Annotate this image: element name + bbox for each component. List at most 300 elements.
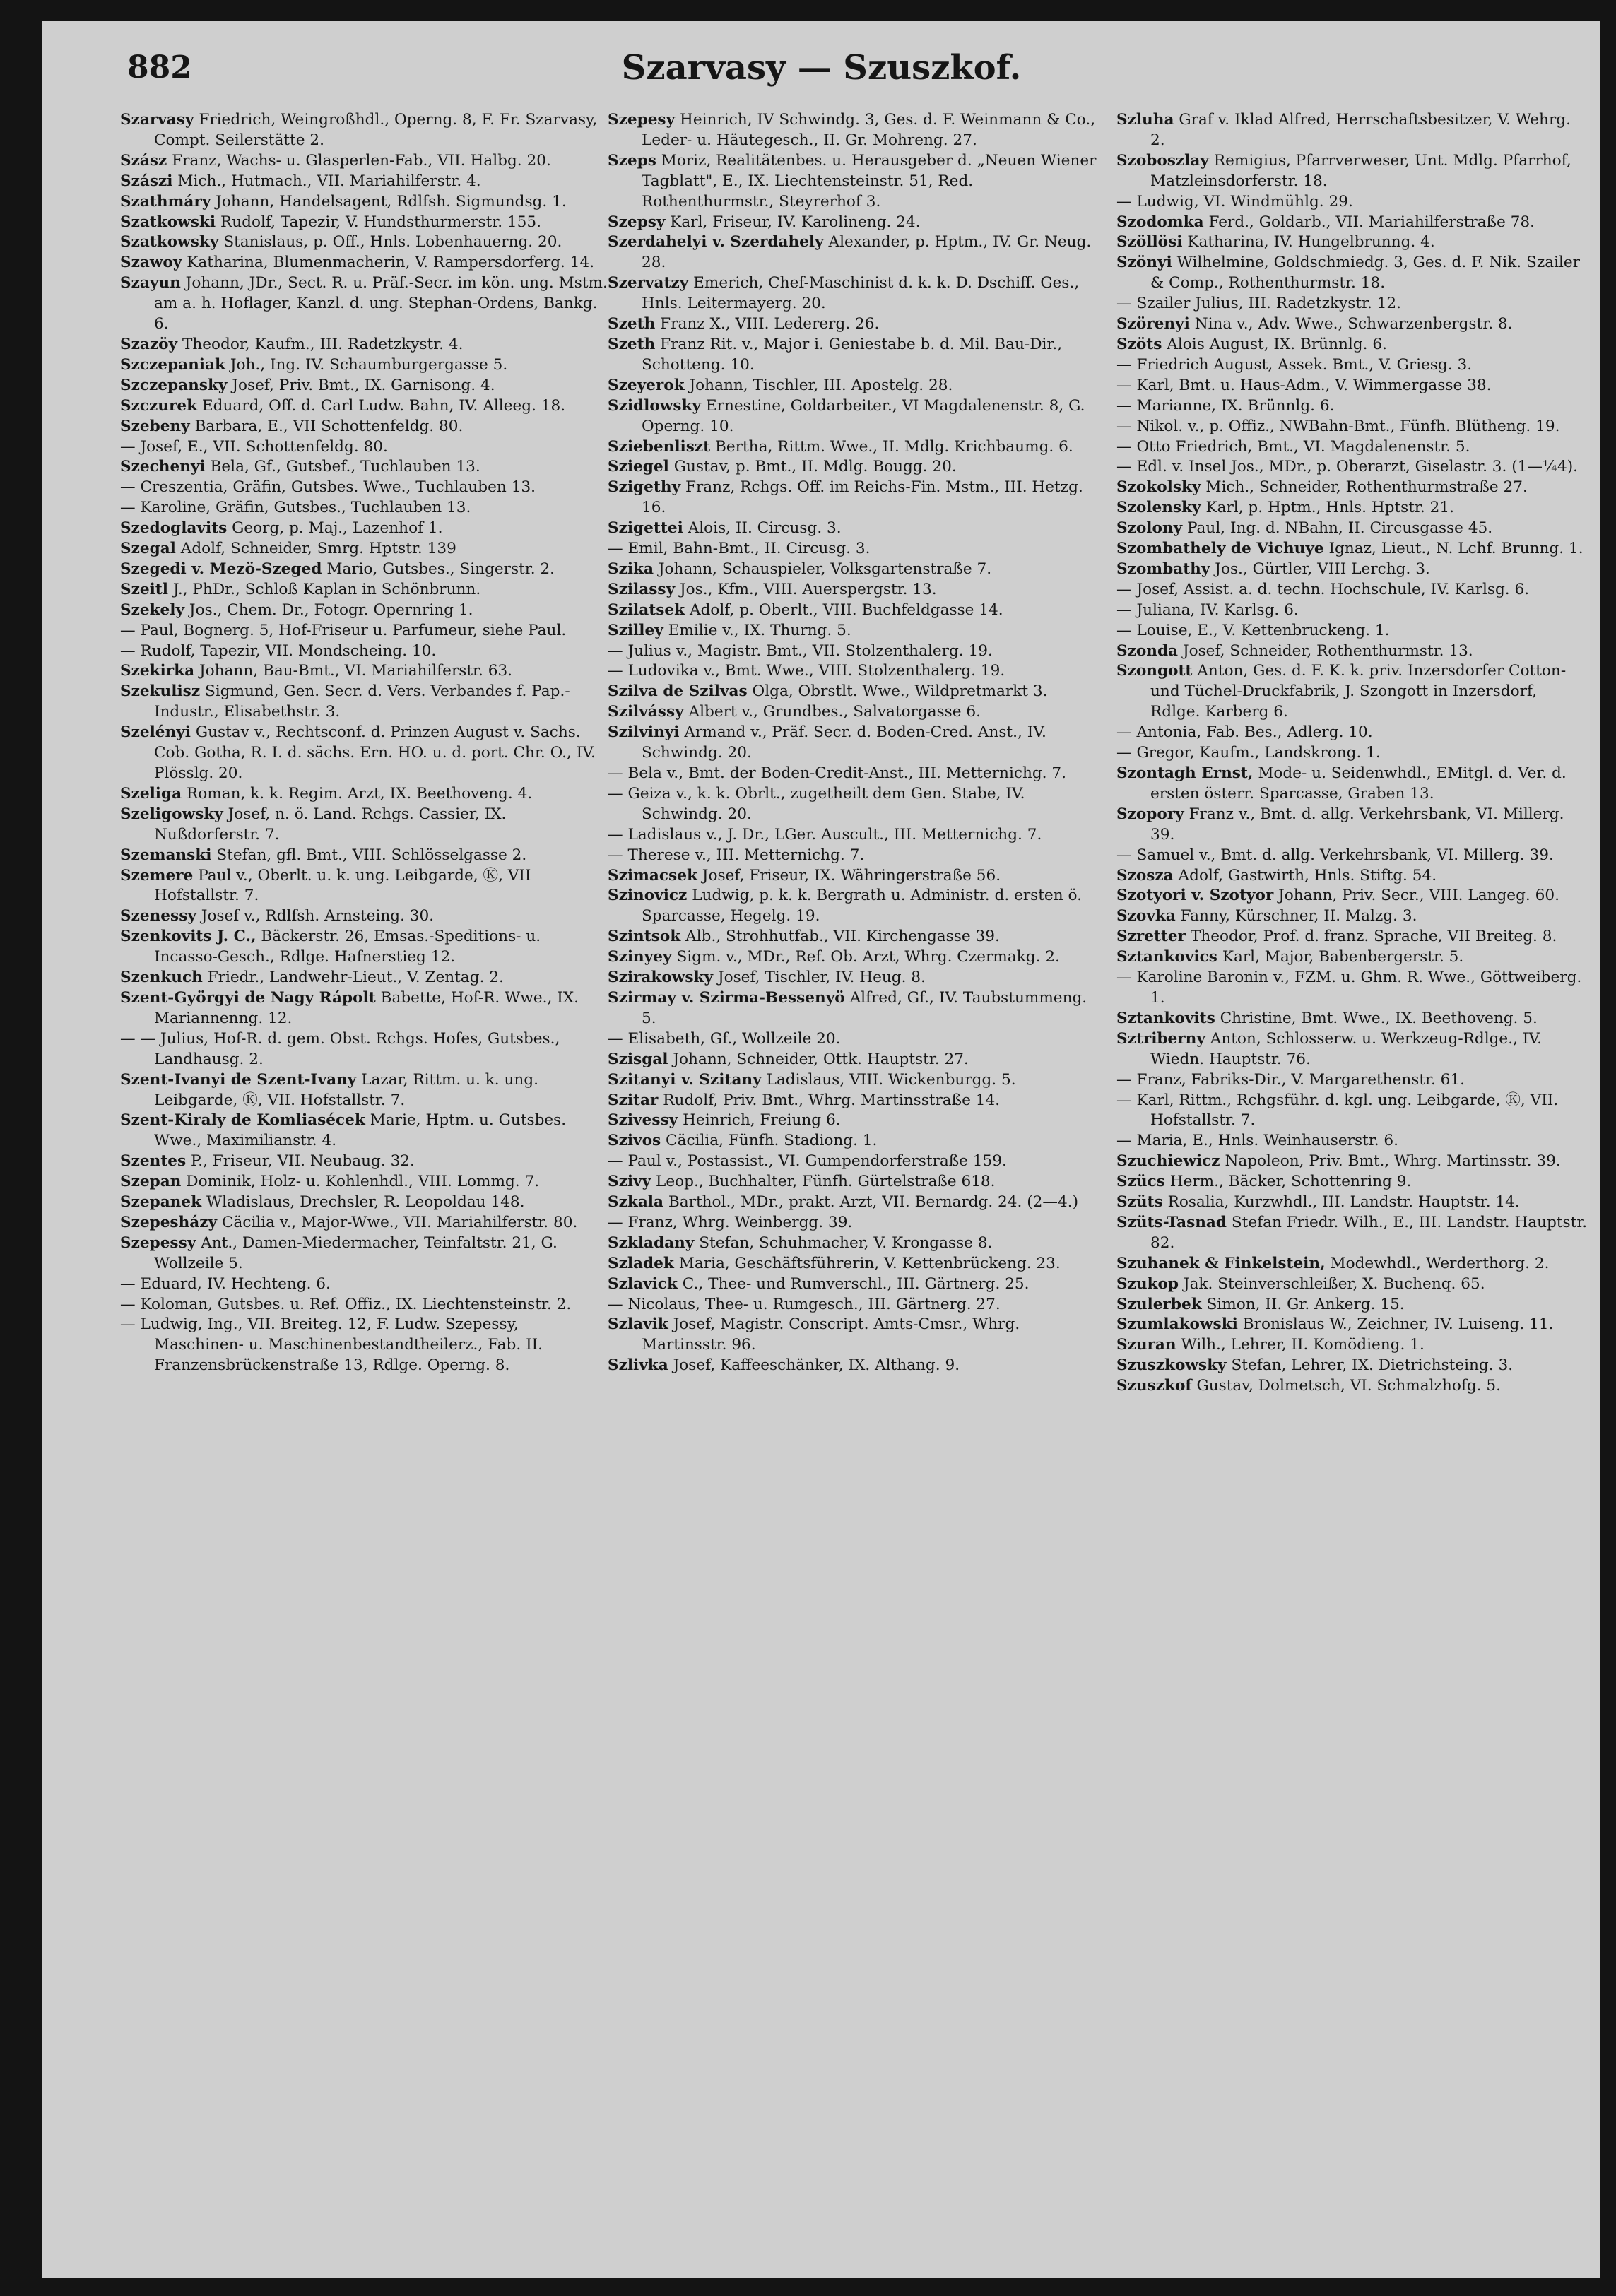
entry-name: Szluha [1116,111,1174,129]
directory-entry [120,376,608,396]
entry-text: Wilh., Lehrer, II. Komödieng. 1. [1181,1336,1425,1354]
directory-entry [1116,519,1590,539]
entry-text: — Josef, E., VII. Schottenfeldg. 80. [120,437,388,456]
directory-entry [120,805,608,846]
directory-entry [1116,886,1590,906]
entry-text: — Nikol. v., p. Offiz., NWBahn-Bmt., Fünfh. Blütheng. 19. [1116,417,1560,435]
entry-name: Szöllösi [1116,233,1183,252]
entry-text: Stefan, Schuhmacher, V. Krongasse 8. [699,1233,993,1252]
entry-name: Szlavick [608,1274,678,1293]
directory-entry [1116,294,1590,314]
directory-entry [1116,621,1590,641]
entry-name: Szemanski [120,846,212,864]
entry-text: — Bela v., Bmt. der Boden-Credit-Anst., III. Metternichg. 7. [608,764,1067,782]
directory-entry [1116,1152,1590,1172]
entry-text: Johann, Handelsagent, Rdlfsh. Sigmundsg. 1. [216,192,567,211]
entry-text: Adolf, p. Oberlt., VIII. Buchfeldgasse 14. [689,600,1003,619]
entry-text: Anton, Schlosserw. u. Werkzeug-Rdlge., IV. Wiedn. Hauptstr. 76. [1150,1029,1543,1068]
entry-name: Szelényi [120,723,191,742]
entry-text: Heinrich, Freiung 6. [683,1111,841,1130]
directory-entry [120,539,608,560]
directory-entry [1116,1131,1590,1152]
entry-text: Graf v. Iklad Alfred, Herrschaftsbesitzer, V. Wehrg. 2. [1150,111,1571,149]
entry-name: Szladek [608,1254,674,1272]
entry-text: Karl, p. Hptm., Hnls. Hptstr. 21. [1205,499,1454,517]
directory-entry [1116,947,1590,968]
directory-entry [608,723,1102,764]
directory-entry [1116,1315,1590,1335]
entry-text: Alb., Strohhutfab., VII. Kirchengasse 39. [685,928,1000,946]
entry-text: J., PhDr., Schloß Kaplan in Schönbrunn. [172,580,481,598]
entry-name: Szczurek [120,396,198,415]
entry-text: Gustav, p. Bmt., II. Mdlg. Bougg. 20. [673,458,957,476]
entry-text: — Julius v., Magistr. Bmt., VII. Stolzenthalerg. 19. [608,641,993,660]
entry-text: — Szailer Julius, III. Radetzkystr. 12. [1116,295,1402,313]
directory-entry [608,1274,1102,1295]
entry-text: — Eduard, IV. Hechteng. 6. [120,1274,331,1293]
entry-text: Josef, Schneider, Rothenthurmstr. 13. [1182,641,1473,660]
entry-text: — Otto Friedrich, Bmt., VI. Magdalenenstr. 5. [1116,437,1470,456]
entry-text: Ernestine, Goldarbeiter., VI Magdalenenstr. 8, G. Operng. 10. [642,396,1085,435]
entry-text: Eduard, Off. d. Carl Ludw. Bahn, IV. Alleeg. 18. [201,396,566,415]
directory-entry [1116,1335,1590,1356]
entry-text: Napoleon, Priv. Bmt., Whrg. Martinsstr. 39. [1225,1152,1561,1171]
entry-text: — — Julius, Hof-R. d. gem. Obst. Rchgs. Hofes, Gutsbes., Landhausg. 2. [120,1029,560,1068]
entry-text: — Ladislaus v., J. Dr., LGer. Auscult., III. Metternichg. 7. [608,825,1042,844]
entry-name: Szczepaniak [120,355,225,374]
entry-text: Ladislaus, VIII. Wickenburgg. 5. [766,1070,1016,1089]
directory-entry [608,1050,1102,1070]
entry-name: Szepessy [120,1233,196,1252]
entry-text: Babette, Hof-R. Wwe., IX. Mariannenng. 12. [154,988,579,1027]
entry-name: Szayun [120,274,181,292]
entry-text: Mich., Schneider, Rothenthurmstraße 27. [1205,478,1528,497]
entry-text: Josef, Tischler, IV. Heug. 8. [717,969,926,987]
entry-text: Theodor, Kaufm., III. Radetzkystr. 4. [182,335,464,353]
directory-entry [120,580,608,600]
entry-text: Heinrich, IV Schwindg. 3, Ges. d. F. Weinmann & Co., Leder- u. Häutegesch., II. Gr. Mohreng. 27. [642,111,1096,149]
directory-entry [120,1233,608,1274]
directory-entry [120,927,608,968]
directory-entry [120,273,608,335]
entry-name: Szitanyi v. Szitany [608,1070,762,1089]
entry-text: Johann, Tischler, III. Apostelg. 28. [689,376,953,394]
entry-name: Szilva de Szilvas [608,682,748,701]
entry-text: Alois August, IX. Brünnlg. 6. [1167,335,1387,353]
entry-name: Szathmáry [120,192,211,211]
directory-entry [1116,478,1590,498]
entry-text: Marie, Hptm. u. Gutsbes. Wwe., Maximilianstr. 4. [154,1111,567,1150]
entry-text: — Josef, Assist. a. d. techn. Hochschule, IV. Karlsg. 6. [1116,580,1530,598]
entry-name: Szolensky [1116,499,1201,517]
directory-entry [608,1152,1102,1172]
entry-name: Szczepansky [120,376,228,394]
directory-entry [1116,1193,1590,1213]
column-3 [1116,110,1590,2265]
entry-name: Szumlakowski [1116,1315,1238,1334]
directory-entry [120,621,608,641]
entry-text: Bela, Gf., Gutsbef., Tuchlauben 13. [210,458,480,476]
entry-text: Anton, Ges. d. F. K. k. priv. Inzersdorfer Cotton- und Tüchel-Druckfabrik, J. Szongott in Inzersdorf, Rdlge. Karberg 6. [1150,662,1567,721]
entry-text: Mich., Hutmach., VII. Mariahilferstr. 4. [177,172,481,190]
entry-text: Remigius, Pfarrverweser, Unt. Mdlg. Pfarrhof, Matzleinsdorferstr. 18. [1150,151,1571,190]
directory-entry [608,1213,1102,1233]
entry-name: Szombathy [1116,560,1210,578]
entry-text: Josef, n. ö. Land. Rchgs. Cassier, IX. Nußdorferstr. 7. [154,805,507,844]
entry-name: Szepesy [608,111,676,129]
directory-entry [120,600,608,621]
directory-entry [608,600,1102,621]
entry-text: — Franz, Fabriks-Dir., V. Margarethenstr. 61. [1116,1070,1465,1089]
directory-entry [1116,906,1590,927]
directory-entry [120,192,608,213]
directory-entry [608,232,1102,273]
entry-text: — Emil, Bahn-Bmt., II. Circusg. 3. [608,540,871,558]
entry-text: Johann, Priv. Secr., VIII. Langeg. 60. [1278,887,1559,905]
directory-entry [120,968,608,988]
directory-entry [120,641,608,662]
entry-name: Szonda [1116,641,1179,660]
entry-text: Bäckerstr. 26, Emsas.-Speditions- u. Incasso-Gesch., Rdlge. Hafnerstieg 12. [154,928,541,966]
entry-text: Gustav, Dolmetsch, VI. Schmalzhofg. 5. [1196,1377,1501,1395]
directory-entry [120,723,608,784]
entry-text: Moriz, Realitätenbes. u. Herausgeber d. „Neuen Wiener Tagblatt", E., IX. Liechtensteinstr. 51, Red. Rothenthurmstr., Steyrerhof 3. [642,151,1097,211]
entry-text: Johann, JDr., Sect. R. u. Präf.-Secr. im kön. ung. Mstm. am a. h. Hoflager, Kanzl. d. ung. Stephan-Ordens, Bankg. 6. [154,274,608,333]
directory-entry [1116,1356,1590,1376]
entry-text: — Koloman, Gutsbes. u. Ref. Offiz., IX. Liechtensteinstr. 2. [120,1295,572,1313]
entry-name: Szika [608,560,654,578]
entry-name: Szokolsky [1116,478,1201,497]
entry-name: Szentes [120,1152,187,1171]
entry-name: Szuchiewicz [1116,1152,1220,1171]
entry-text: Ignaz, Lieut., N. Lchf. Brunng. 1. [1328,540,1583,558]
directory-page [42,21,1600,2278]
directory-entry [120,682,608,723]
entry-text: Stefan Friedr. Wilh., E., III. Landstr. Hauptstr. 82. [1150,1213,1588,1252]
directory-entry [608,1070,1102,1091]
entry-name: Szretter [1116,928,1186,946]
entry-name: Szüts [1116,1193,1163,1212]
entry-text: Bertha, Rittm. Wwe., II. Mdlg. Krichbaumg. 6. [715,437,1073,456]
entry-name: Szenessy [120,907,196,925]
entry-name: Szuszkowsky [1116,1356,1227,1375]
entry-name: Szopory [1116,805,1184,823]
entry-name: Szirakowsky [608,969,714,987]
directory-entry [120,110,608,151]
entry-name: Szontagh Ernst, [1116,764,1254,782]
entry-name: Szekulisz [120,682,201,701]
entry-text: — Louise, E., V. Kettenbruckeng. 1. [1116,621,1390,639]
entry-name: Szechenyi [120,458,206,476]
entry-name: Szilley [608,621,663,639]
entry-text: Rudolf, Priv. Bmt., Whrg. Martinsstraße 14. [663,1091,1001,1109]
entry-name: Szerdahelyi v. Szerdahely [608,233,824,252]
entry-text: — Karoline Baronin v., FZM. u. Ghm. R. Wwe., Göttweiberg. 1. [1116,969,1582,1007]
directory-entry [608,1111,1102,1131]
directory-entry [608,437,1102,458]
directory-entry [120,253,608,273]
entry-text: — Ludwig, Ing., VII. Breiteg. 12, F. Ludw. Szepessy, Maschinen- u. Maschinenbestandtheilerz., Fab. II. Franzensbrückenstraße 13, Rdlge. Operng. 8. [120,1315,543,1375]
entry-text: — Nicolaus, Thee- u. Rumgesch., III. Gärtnerg. 27. [608,1295,1001,1313]
directory-entry [1116,253,1590,294]
entry-text: Lazar, Rittm. u. k. ung. Leibgarde, Ⓚ, VII. Hofstallstr. 7. [154,1070,539,1109]
entry-name: Szebeny [120,417,190,435]
entry-text: Jos., Kfm., VIII. Auerspergstr. 13. [680,580,937,598]
directory-entry [1116,192,1590,213]
directory-entry [1116,927,1590,947]
directory-entry [1116,1213,1590,1254]
directory-entry [608,968,1102,988]
entry-text: — Ludwig, VI. Windmühlg. 29. [1116,192,1353,211]
directory-entry [1116,417,1590,437]
directory-entry [120,232,608,253]
entry-name: Szatkowski [120,213,216,231]
directory-entry [608,1254,1102,1274]
entry-text: — Marianne, IX. Brünnlg. 6. [1116,396,1335,415]
entry-name: Szkladany [608,1233,695,1252]
entry-text: Johann, Bau-Bmt., VI. Mariahilferstr. 63. [199,662,513,680]
entry-name: Szeth [608,335,656,353]
entry-text: Alexander, p. Hptm., IV. Gr. Neug. 28. [642,233,1092,272]
directory-entry [608,478,1102,519]
directory-entry [608,764,1102,784]
entry-name: Szemere [120,866,194,884]
entry-text: Stefan, Lehrer, IX. Dietrichsteing. 3. [1231,1356,1514,1375]
directory-entry [120,457,608,478]
directory-entry [120,151,608,172]
directory-entry [608,110,1102,151]
directory-entry [120,1274,608,1295]
directory-entry [120,1029,608,1070]
entry-name: Szenkovits J. C., [120,928,256,946]
entry-name: Szinyey [608,948,672,966]
directory-entry [608,886,1102,927]
entry-text: — Gregor, Kaufm., Landskrong. 1. [1116,744,1381,762]
directory-entry [608,641,1102,662]
entry-text: Wladislaus, Drechsler, R. Leopoldau 148. [206,1193,525,1212]
entry-name: Szekely [120,600,185,619]
entry-name: Szeth [608,315,656,333]
entry-text: — Ludovika v., Bmt. Wwe., VIII. Stolzenthalerg. 19. [608,662,1005,680]
entry-name: Szilatsek [608,600,685,619]
entry-name: Szeliga [120,784,182,803]
directory-entry [608,519,1102,539]
directory-entry [608,927,1102,947]
directory-entry [608,1029,1102,1050]
entry-name: Sztankovits [1116,1009,1215,1027]
entry-text: Karl, Major, Babenbergerstr. 5. [1222,948,1464,966]
entry-name: Szuszkof [1116,1377,1192,1395]
entry-text: Joh., Ing. IV. Schaumburgergasse 5. [230,355,508,374]
entry-name: Szongott [1116,662,1193,680]
directory-entry [1116,457,1590,478]
entry-name: Szepanek [120,1193,202,1212]
entry-name: Szervatzy [608,274,689,292]
directory-entry [120,498,608,519]
directory-entry [120,1152,608,1172]
directory-entry [1116,335,1590,355]
entry-text: Johann, Schneider, Ottk. Hauptstr. 27. [673,1050,969,1068]
entry-text: — Karoline, Gräfin, Gutsbes., Tuchlauben 13. [120,499,471,517]
entry-text: Rosalia, Kurzwhdl., III. Landstr. Hauptstr. 14. [1167,1193,1520,1212]
entry-text: Jak. Steinverschleißer, X. Buchenq. 65. [1183,1274,1485,1293]
directory-entry [120,560,608,580]
directory-entry [1116,723,1590,743]
directory-entry [608,213,1102,233]
entry-text: — Friedrich August, Assek. Bmt., V. Griesg. 3. [1116,355,1473,374]
entry-text: Christine, Bmt. Wwe., IX. Beethoveng. 5. [1220,1009,1538,1027]
entry-text: Olga, Obrstlt. Wwe., Wildpretmarkt 3. [752,682,1048,701]
directory-entry [608,784,1102,825]
directory-entry [608,396,1102,437]
entry-text: Friedr., Landwehr-Lieut., V. Zentag. 2. [207,969,504,987]
entry-name: Szodomka [1116,213,1204,231]
directory-entry [1116,396,1590,417]
entry-name: Sziebenliszt [608,437,711,456]
directory-entry [608,1233,1102,1254]
entry-text: Emerich, Chef-Maschinist d. k. k. D. Dschiff. Ges., Hnls. Leitermayerg. 20. [642,274,1080,313]
directory-entry [608,846,1102,866]
entry-text: — Geiza v., k. k. Obrlt., zugetheilt dem Gen. Stabe, IV. Schwindg. 20. [608,784,1025,823]
directory-entry [120,437,608,458]
directory-entry [1116,1172,1590,1193]
entry-text: Barbara, E., VII Schottenfeldg. 80. [194,417,464,435]
directory-entry [608,947,1102,968]
directory-entry [608,273,1102,314]
entry-name: Szirmay v. Szirma-Bessenyö [608,988,845,1007]
entry-name: Szent-Ivanyi de Szent-Ivany [120,1070,357,1089]
entry-text: Armand v., Präf. Secr. d. Boden-Cred. Anst., IV. Schwindg. 20. [642,723,1046,762]
entry-text: — Paul, Bognerg. 5, Hof-Friseur u. Parfumeur, siehe Paul. [120,621,567,639]
entry-name: Szüts-Tasnad [1116,1213,1227,1231]
entry-name: Szkala [608,1193,664,1212]
entry-name: Sztankovics [1116,948,1217,966]
entry-name: Szegal [120,540,176,558]
entry-name: Szent-Györgyi de Nagy Rápolt [120,988,376,1007]
directory-entry [120,988,608,1029]
entry-text: Barthol., MDr., prakt. Arzt, VII. Bernardg. 24. (2—4.) [668,1193,1079,1212]
entry-name: Szilvássy [608,703,684,721]
entry-name: Szazöy [120,335,178,353]
entry-text: — Therese v., III. Metternichg. 7. [608,846,865,864]
entry-text: — Karl, Rittm., Rchgsführ. d. kgl. ung. Leibgarde, Ⓚ, VII. Hofstallstr. 7. [1116,1091,1559,1130]
directory-entry [1116,580,1590,600]
entry-name: Sztriberny [1116,1029,1205,1048]
entry-text: Emilie v., IX. Thurng. 5. [668,621,851,639]
entry-text: Josef, Magistr. Conscript. Amts-Cmsr., Whrg. Martinsstr. 96. [642,1315,1020,1354]
entry-name: Szinovicz [608,887,688,905]
entry-text: Mode- u. Seidenwhdl., EMitgl. d. Ver. d. ersten österr. Sparcasse, Graben 13. [1150,764,1567,803]
entry-text: Jos., Gürtler, VIII Lerchg. 3. [1215,560,1430,578]
entry-name: Szlavik [608,1315,668,1334]
directory-entry [120,846,608,866]
entry-name: Sziegel [608,458,669,476]
directory-entry [1116,498,1590,519]
directory-entry [1116,314,1590,335]
entry-name: Szönyi [1116,254,1172,272]
directory-entry [1116,110,1590,151]
entry-text: C., Thee- und Rumverschl., III. Gärtnerg. 25. [682,1274,1030,1293]
entry-text: Johann, Schauspieler, Volksgartenstraße 7. [658,560,992,578]
entry-text: Jos., Chem. Dr., Fotogr. Opernring 1. [189,600,473,619]
directory-entry [1116,641,1590,662]
directory-entry [120,661,608,682]
entry-text: Fanny, Kürschner, II. Malzg. 3. [1180,907,1417,925]
entry-text: — Rudolf, Tapezir, VII. Mondscheing. 10. [120,641,437,660]
entry-text: Katharina, IV. Hungelbrunng. 4. [1187,233,1435,252]
entry-text: Josef, Kaffeeschänker, IX. Althang. 9. [673,1356,960,1375]
directory-entry [120,396,608,417]
entry-name: Szisgal [608,1050,668,1068]
entry-name: Szoboszlay [1116,151,1209,170]
directory-entry [608,825,1102,846]
directory-entry [608,1131,1102,1152]
directory-entry [1116,866,1590,887]
directory-entry [1116,764,1590,805]
entry-name: Szulerbek [1116,1295,1202,1313]
entry-name: Szombathely de Vichuye [1116,540,1324,558]
directory-entry [1116,539,1590,560]
directory-entry [1116,1376,1590,1397]
directory-entry [608,988,1102,1029]
entry-text: Franz Rit. v., Major i. Geniestabe b. d. Mil. Bau-Dir., Schotteng. 10. [642,335,1063,374]
entry-name: Szepsy [608,213,666,231]
entry-text: Nina v., Adv. Wwe., Schwarzenbergstr. 8. [1194,315,1513,333]
directory-entry [120,1070,608,1111]
entry-name: Szivessy [608,1111,678,1130]
entry-text: Franz, Wachs- u. Glasperlen-Fab., VII. Halbg. 20. [172,151,551,170]
entry-text: Cäcilia, Fünfh. Stadiong. 1. [666,1132,878,1150]
directory-entry [120,1172,608,1193]
directory-entry [120,172,608,192]
directory-entry [120,519,608,539]
entry-text: Cäcilia v., Major-Wwe., VII. Mariahilferstr. 80. [221,1213,578,1231]
directory-entry [1116,1070,1590,1091]
directory-entry [608,1356,1102,1376]
running-head: Szarvasy — Szuszkof. [621,48,1022,88]
column-1 [120,110,608,2265]
entry-name: Szarvasy [120,111,194,129]
directory-entry [1116,805,1590,846]
entry-text: — Juliana, IV. Karlsg. 6. [1116,600,1299,619]
directory-entry [608,580,1102,600]
entry-text: Ant., Damen-Miedermacher, Teinfaltstr. 21, G. Wollzeile 5. [154,1233,558,1272]
directory-entry [120,1213,608,1233]
entry-text: Stefan, gfl. Bmt., VIII. Schlösselgasse 2. [216,846,527,864]
entry-name: Szedoglavits [120,519,228,538]
directory-entry [120,335,608,355]
entry-text: Karl, Friseur, IV. Karolineng. 24. [670,213,921,231]
entry-name: Szekirka [120,662,195,680]
entry-name: Szolony [1116,519,1183,538]
entry-text: Mario, Gutsbes., Singerstr. 2. [326,560,555,578]
entry-name: Szosza [1116,866,1174,884]
entry-text: Adolf, Schneider, Smrg. Hptstr. 139 [180,540,456,558]
directory-entry [1116,232,1590,253]
directory-entry [1116,1274,1590,1295]
directory-entry [1116,846,1590,866]
directory-entry [120,1193,608,1213]
entry-text: Paul v., Oberlt. u. k. ung. Leibgarde, Ⓚ, VII Hofstallstr. 7. [154,866,531,905]
entry-text: Franz v., Bmt. d. allg. Verkehrsbank, VI. Millerg. 39. [1150,805,1564,844]
directory-entry [1116,213,1590,233]
entry-name: Szotyori v. Szotyor [1116,887,1274,905]
entry-name: Szlivka [608,1356,668,1375]
entry-name: Szegedi v. Mezö-Szeged [120,560,322,578]
entry-name: Szeligowsky [120,805,223,823]
entry-text: Roman, k. k. Regim. Arzt, IX. Beethoveng. 4. [186,784,533,803]
entry-text: — Elisabeth, Gf., Wollzeile 20. [608,1029,841,1048]
